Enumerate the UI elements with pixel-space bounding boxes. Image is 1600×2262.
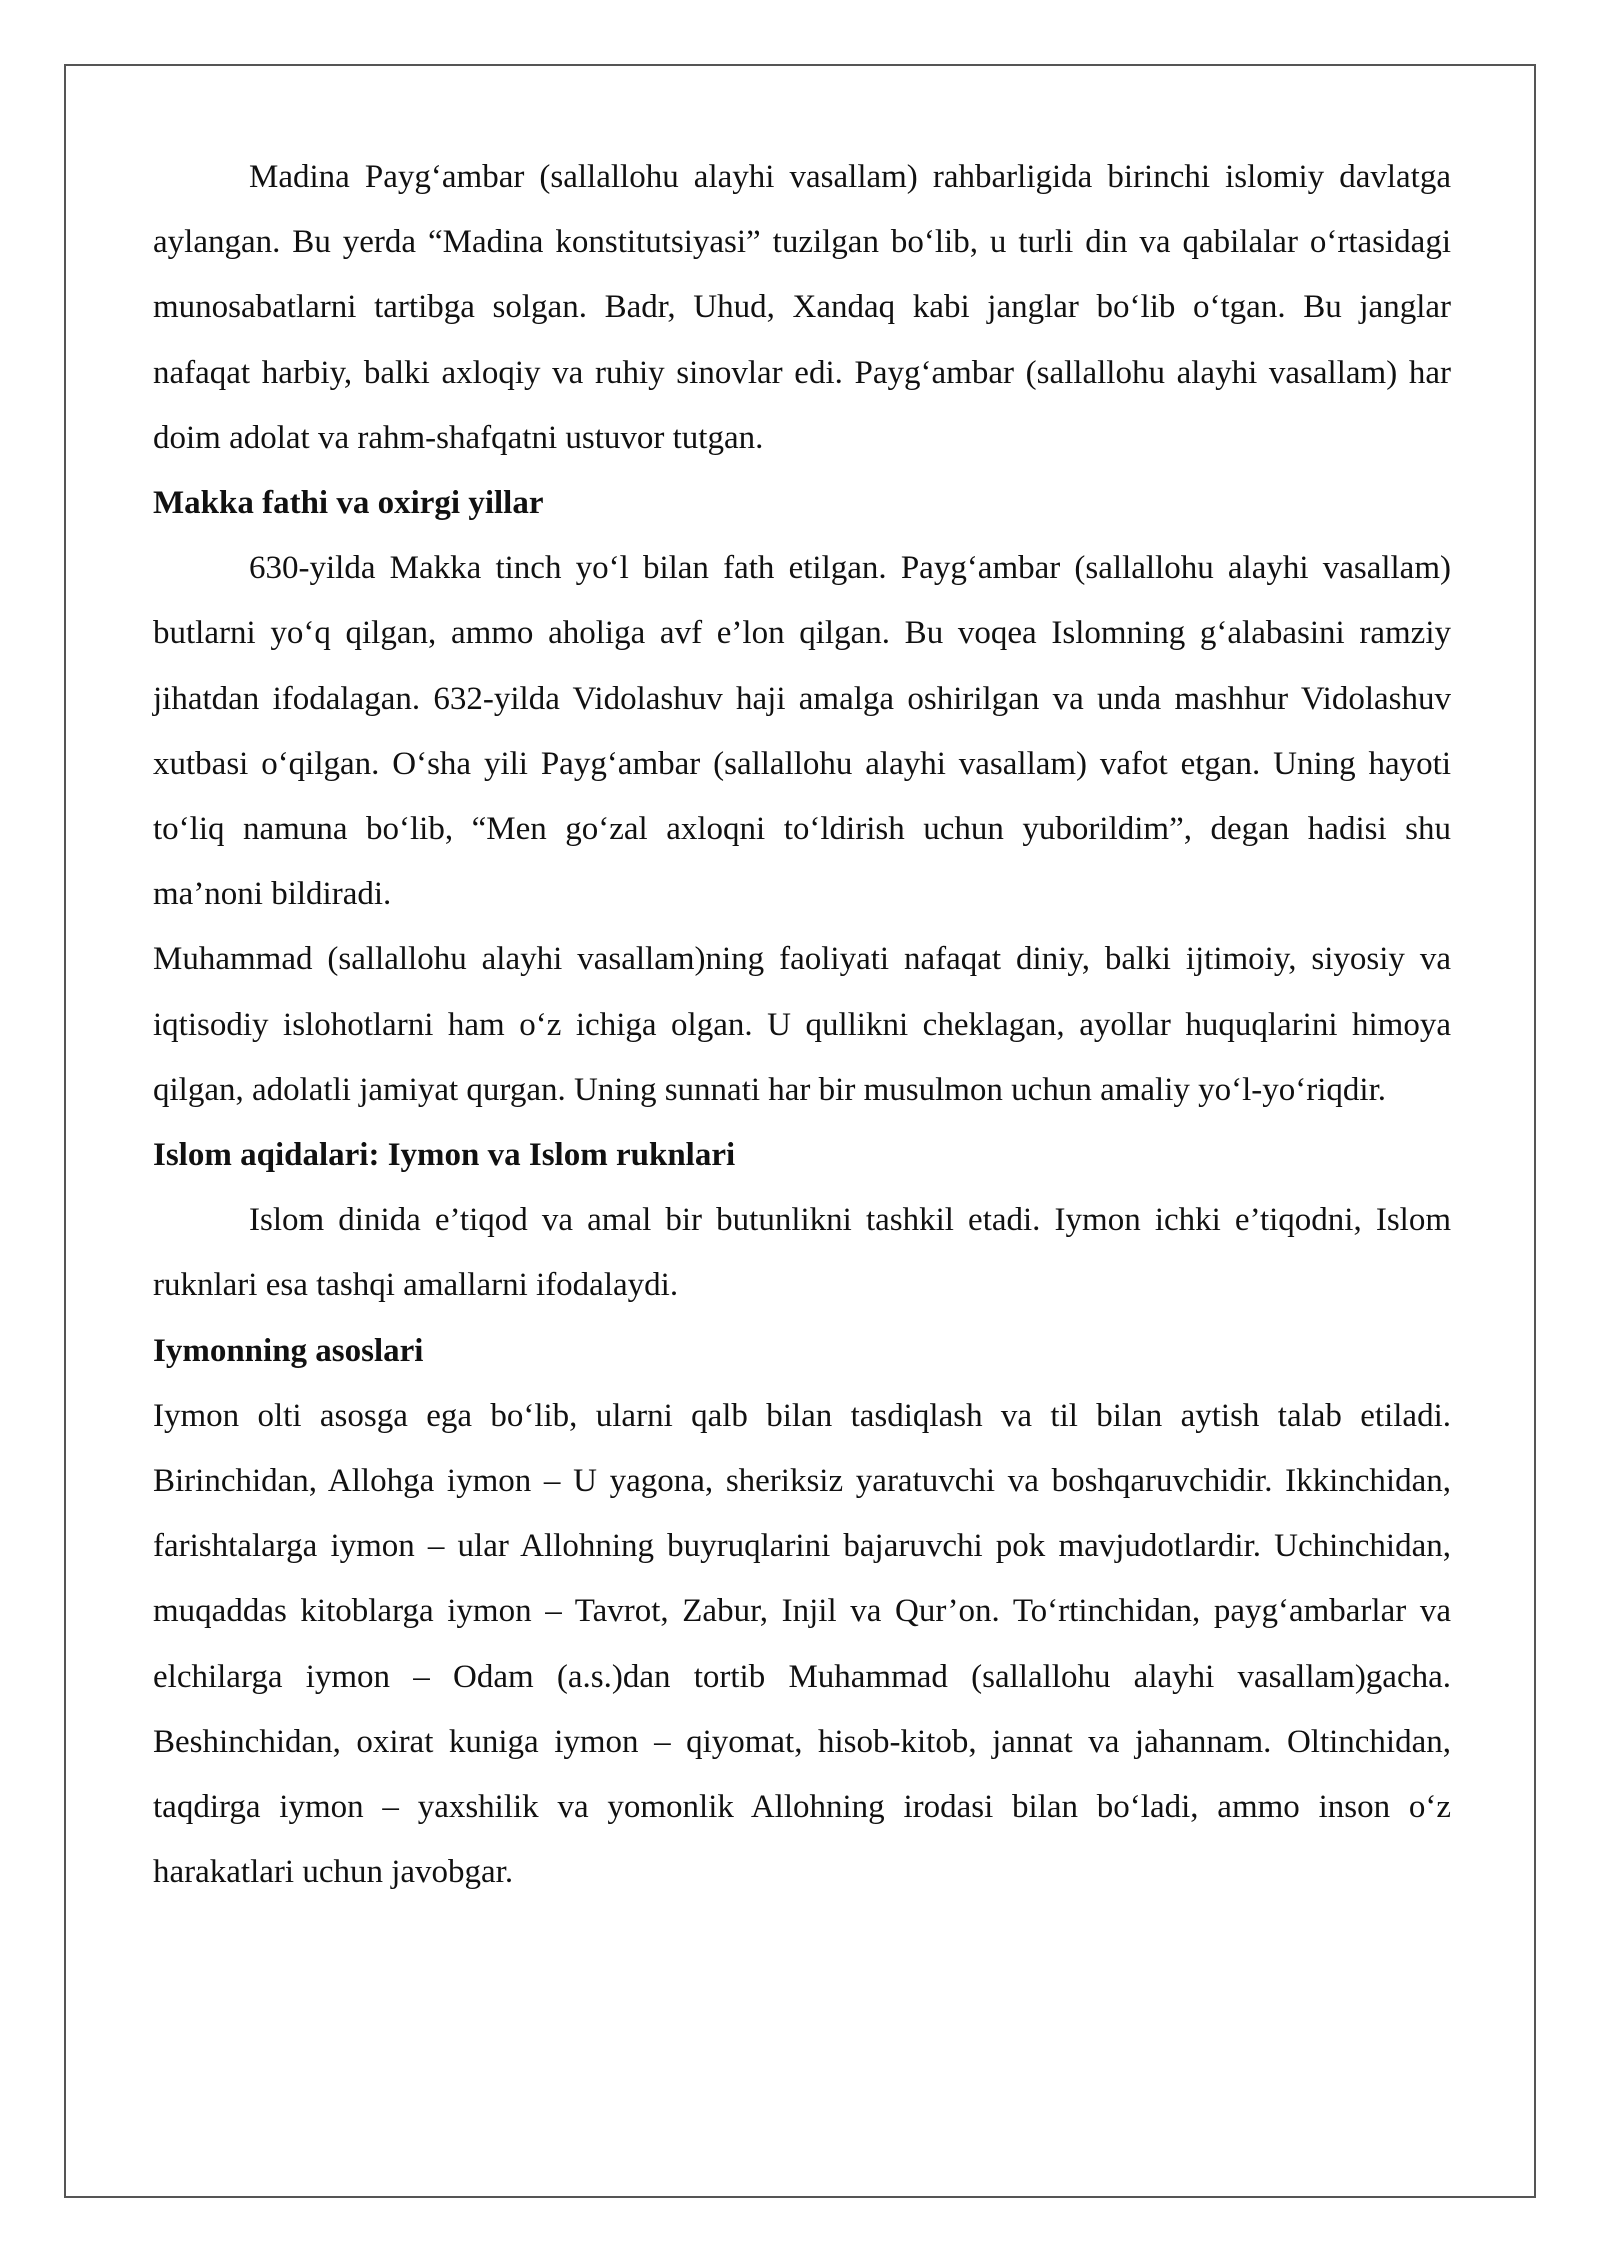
document-body <box>153 145 1451 1905</box>
paragraph-makka: 630-yilda Makka tinch yo‘l bilan fath etilgan. Payg‘ambar (sallallohu alayhi vasallam) butlarni yo‘q qilgan, ammo aholiga avf e’lon qilgan. Bu voqea Islomning g‘alabasini ramziy jihatdan ifodalagan. 632-yilda Vidolashuv haji amalga oshirilgan va unda mashhur Vidolashuv xutbasi o‘qilgan. O‘sha yili Payg‘ambar (sallallohu alayhi vasallam) vafot etgan. Uning hayoti to‘liq namuna bo‘lib, “Men go‘zal axloqni to‘ldirish uchun yuborildim”, degan hadisi shu ma’noni bildiradi. <box>153 550 1451 913</box>
heading-iymon-asoslari: Iymonning asoslari <box>153 1332 424 1369</box>
paragraph-iymon: Iymon olti asosga ega bo‘lib, ularni qalb bilan tasdiqlash va til bilan aytish talab etiladi. Birinchidan, Allohga iymon – U yagona, sheriksiz yaratuvchi va boshqaruvchidir. Ikkinchidan, farishtalarga iymon – ular Allohning buyruqlarini bajaruvchi pok mavjudotlardir. Uchinchidan, muqaddas kitoblarga iymon – Tavrot, Zabur, Injil va Qur’on. To‘rtinchidan, payg‘ambarlar va elchilarga iymon – Odam (a.s.)dan tortib Muhammad (sallallohu alayhi vasallam)gacha. Beshinchidan, oxirat kuniga iymon – qiyomat, hisob-kitob, jannat va jahannam. Oltinchidan, taqdirga iymon – yaxshilik va yomonlik Allohning irodasi bilan bo‘ladi, ammo inson o‘z harakatlari uchun javobgar. <box>153 1397 1451 1891</box>
paragraph-etiqod: Islom dinida e’tiqod va amal bir butunlikni tashkil etadi. Iymon ichki e’tiqodni, Islom ruknlari esa tashqi amallarni ifodalaydi. <box>153 1202 1451 1304</box>
paragraph-faoliyat: Muhammad (sallallohu alayhi vasallam)ning faoliyati nafaqat diniy, balki ijtimoiy, siyosiy va iqtisodiy islohotlarni ham o‘z ichiga olgan. U qullikni cheklagan, ayollar huquqlarini himoya qilgan, adolatli jamiyat qurgan. Uning sunnati har bir musulmon uchun amaliy yo‘l-yo‘riqdir. <box>153 941 1451 1108</box>
paragraph-medina: Madina Payg‘ambar (sallallohu alayhi vasallam) rahbarligida birinchi islomiy davlatga aylangan. Bu yerda “Madina konstitutsiyasi” tuzilgan bo‘lib, u turli din va qabilalar o‘rtasidagi munosabatlarni tartibga solgan. Badr, Uhud, Xandaq kabi janglar bo‘lib o‘tgan. Bu janglar nafaqat harbiy, balki axloqiy va ruhiy sinovlar edi. Payg‘ambar (sallallohu alayhi vasallam) har doim adolat va rahm-shafqatni ustuvor tutgan. <box>153 159 1451 456</box>
heading-makka-fathi: Makka fathi va oxirgi yillar <box>153 485 544 522</box>
heading-islom-aqidalari: Islom aqidalari: Iymon va Islom ruknlari <box>153 1137 736 1174</box>
